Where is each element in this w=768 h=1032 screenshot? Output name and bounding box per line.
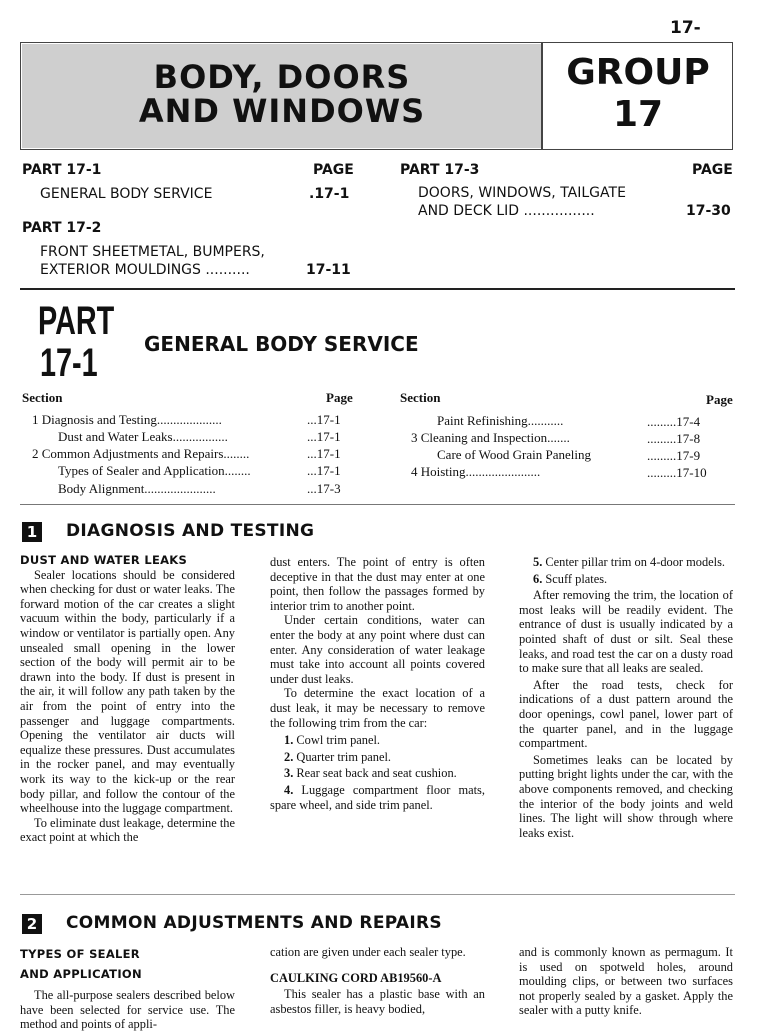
title-panel: [22, 44, 542, 148]
toc-part-17-2-page: 17-11: [306, 262, 351, 278]
index-row-right-4: 4 Hoisting.......................: [411, 464, 541, 479]
section-label-left: Section: [22, 390, 63, 405]
paragraph: cation are given under each sealer type.: [270, 945, 466, 959]
list-item: 1. Cowl trim panel.: [284, 733, 381, 748]
section-2-column-3: [519, 945, 733, 1018]
toc-part-17-3-line-2: AND DECK LID ................: [418, 203, 595, 219]
group-number: 17: [612, 94, 664, 135]
toc-part-17-1-page: .17-1: [309, 186, 350, 202]
index-row-right-2: 3 Cleaning and Inspection.......: [411, 430, 570, 445]
index-page-right-2: .........17-8: [647, 431, 701, 446]
paragraph: To determine the exact location of a dust leak, it may be necessary to remove the following trim from the car:: [270, 686, 485, 730]
index-row-left-3: 2 Common Adjustments and Repairs........: [32, 446, 250, 461]
group-header: [20, 42, 733, 150]
toc-part-17-1-title: GENERAL BODY SERVICE: [40, 186, 213, 202]
paragraph: Under certain conditions, water can enter the body at any point where dust can enter. Any consideration of water leakage must take into account all points covered under dust leaks.: [270, 613, 485, 686]
section-label-right: Section: [400, 390, 441, 405]
section-2-column-1: [20, 944, 235, 1032]
section-1-column-3: [519, 555, 733, 840]
group-label: GROUP: [566, 52, 710, 93]
title-line-1: BODY, DOORS: [153, 58, 411, 96]
section-2-title: COMMON ADJUSTMENTS AND REPAIRS: [66, 913, 442, 933]
part-title: GENERAL BODY SERVICE: [144, 332, 419, 356]
index-page-left-1: ...17-1: [307, 412, 341, 427]
paragraph: This sealer has a plastic base with an asbestos filler, is heavy bodied,: [270, 987, 485, 1016]
toc-part-17-3: PART 17-3: [400, 162, 480, 178]
part-word: PART: [38, 299, 115, 343]
section-1-column-1: [20, 553, 235, 845]
index-page-right-3: .........17-9: [647, 448, 701, 463]
paragraph: dust enters. The point of entry is often deceptive in that the dust may enter at one point, then follow the passages formed by interior trim to another point.: [270, 555, 485, 613]
subheading-dust-water-leaks: DUST AND WATER LEAKS: [20, 553, 188, 567]
index-row-right-1: Paint Refinishing...........: [437, 413, 564, 428]
subheading-types-of-sealer: TYPES OF SEALER: [20, 947, 140, 961]
paragraph: To eliminate dust leakage, determine the exact point at which the: [20, 815, 235, 845]
toc-part-17-2-line-1: FRONT SHEETMETAL, BUMPERS,: [40, 244, 265, 260]
index-page-left-5: ...17-3: [307, 481, 341, 496]
section-2-column-2: [270, 945, 485, 1016]
paragraph: Sometimes leaks can be located by putting bright lights under the car, with the above components removed, and checking the interior of the body joints and weld lines. The light will show through where leaks exist.: [519, 752, 733, 840]
toc-part-17-1: PART 17-1: [22, 162, 102, 178]
index-page-left-4: ...17-1: [307, 463, 341, 478]
toc-part-17-2-line-2: EXTERIOR MOULDINGS ..........: [40, 262, 250, 278]
paragraph: The all-purpose sealers described below have been selected for service use. The method and points of appli-: [20, 988, 235, 1032]
divider-rule-3: [20, 894, 735, 895]
section-1-badge: 1: [22, 522, 42, 542]
page-label-left: Page: [326, 390, 353, 405]
paragraph: After removing the trim, the location of most leaks will be readily evident. The entrance of dust is usually indicated by a pointed shaft of dust or silt. Seal these leaks, and road test the car on a dusty road to make sure that all leaks are sealed.: [519, 588, 733, 676]
subheading-caulking-cord: CAULKING CORD AB19560-A: [270, 970, 442, 985]
paragraph: and is commonly known as permagum. It is used on spotweld holes, around moulding clips, or between two surfaces not properly sealed by a gasket. Apply the sealer with a putty knife.: [519, 945, 733, 1018]
document-title: [22, 60, 542, 128]
title-line-2: AND WINDOWS: [138, 92, 426, 130]
toc-page-label-left: PAGE: [313, 162, 354, 178]
toc-part-17-3-page: 17-30: [686, 203, 731, 219]
list-item: 2. Quarter trim panel.: [284, 749, 392, 764]
section-1-column-2: [270, 555, 485, 812]
section-1-title: DIAGNOSIS AND TESTING: [66, 521, 315, 541]
page-label-right: Page: [706, 392, 733, 407]
list-item: 4. Luggage compartment floor mats, spare wheel, and side trim panel.: [270, 782, 485, 812]
index-page-right-1: .........17-4: [647, 414, 701, 429]
subheading-and-application: AND APPLICATION: [20, 967, 142, 981]
index-row-left-2: Dust and Water Leaks.................: [58, 429, 228, 444]
divider-rule-2: [20, 504, 735, 505]
index-page-left-3: ...17-1: [307, 446, 341, 461]
index-row-right-3: Care of Wood Grain Paneling: [437, 447, 591, 462]
paragraph: Sealer locations should be considered when checking for dust or water leaks. The forward motion of the car creates a slight vacuum within the body, particularly if a window or ventilator is partially open. Any unsealed small opening in the lower section of the body will permit air to be drawn into the body. If dust is present in the air, it will follow any path taken by the air from the point of entry into the passenger and luggage compartments. Opening the ventilator air ducts will equalize these pressures. Dust accumulates in the rocker panel, and may eventually work its way to the kick-up or the rear body pillar, and follow the contour of the wheelhouse into the luggage compartment.: [20, 567, 235, 816]
divider-rule: [20, 288, 735, 290]
toc-page-label-right: PAGE: [692, 162, 733, 178]
paragraph: After the road tests, check for indications of a dust pattern around the door openings, cowl panel, lower part of the quarter panel, and in the luggage compartment.: [519, 677, 733, 751]
index-page-left-2: ...17-1: [307, 429, 341, 444]
toc-part-17-2: PART 17-2: [22, 220, 102, 236]
index-row-left-5: Body Alignment......................: [58, 481, 216, 496]
section-2-badge: 2: [22, 914, 42, 934]
index-page-right-4: .........17-10: [647, 465, 707, 480]
list-item: 3. Rear seat back and seat cushion.: [284, 766, 457, 781]
part-number: 17-1: [40, 341, 98, 385]
toc-part-17-3-line-1: DOORS, WINDOWS, TAILGATE: [418, 185, 626, 201]
index-row-left-1: 1 Diagnosis and Testing....................: [32, 412, 222, 427]
list-item: 5. Center pillar trim on 4-door models.: [533, 555, 726, 569]
list-item: 6. Scuff plates.: [533, 571, 608, 586]
page-number: 17-: [670, 18, 701, 38]
index-row-left-4: Types of Sealer and Application........: [58, 463, 251, 478]
